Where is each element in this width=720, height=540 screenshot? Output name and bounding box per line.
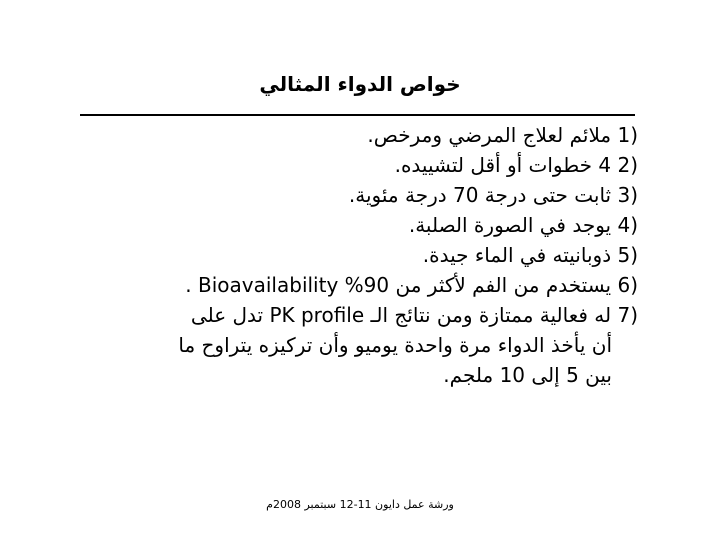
list-item-number: 3) — [617, 183, 638, 207]
list-item-2 — [80, 150, 638, 180]
list-item-number: 6) — [617, 273, 638, 297]
list-item-number: 7) — [617, 303, 638, 327]
properties-list — [80, 120, 638, 390]
title-divider — [80, 114, 635, 116]
list-item-7-continuation-1: أن يأخذ الدواء مرة واحدة يوميو وأن تركيزه يتراوح ما — [178, 333, 612, 357]
list-item-text: يستخدم من الفم لأكثر من 90% Bioavailability . — [185, 273, 612, 297]
list-item-text: له فعالية ممتازة ومن نتائج الـ PK profile تدل على — [190, 303, 612, 327]
list-item-1 — [80, 120, 638, 150]
list-item-number: 1) — [617, 123, 638, 147]
list-item-3 — [80, 180, 638, 210]
list-item-number: 5) — [617, 243, 638, 267]
list-item-text: يوجد في الصورة الصلبة. — [408, 213, 612, 237]
list-item-text: ثابت حتى درجة 70 درجة مئوية. — [348, 183, 612, 207]
list-item-text: ذوبانيته في الماء جيدة. — [422, 243, 612, 267]
list-item-7 — [80, 300, 638, 330]
list-item-number: 4) — [617, 213, 638, 237]
list-item-6 — [80, 270, 638, 300]
list-item-4 — [80, 210, 638, 240]
list-item-number: 2) — [617, 153, 638, 177]
list-item-text: 4 خطوات أو أقل لتشييده. — [394, 153, 612, 177]
slide-footer: ورشة عمل دايون 11-12 سبتمبر 2008م — [266, 498, 454, 511]
list-item-text: ملائم لعلاج المرضي ومرخص. — [367, 123, 612, 147]
list-item-7-continuation-2: بين 5 إلى 10 ملجم. — [443, 363, 612, 387]
slide-title: خواص الدواء المثالي — [259, 72, 461, 96]
list-item-5 — [80, 240, 638, 270]
